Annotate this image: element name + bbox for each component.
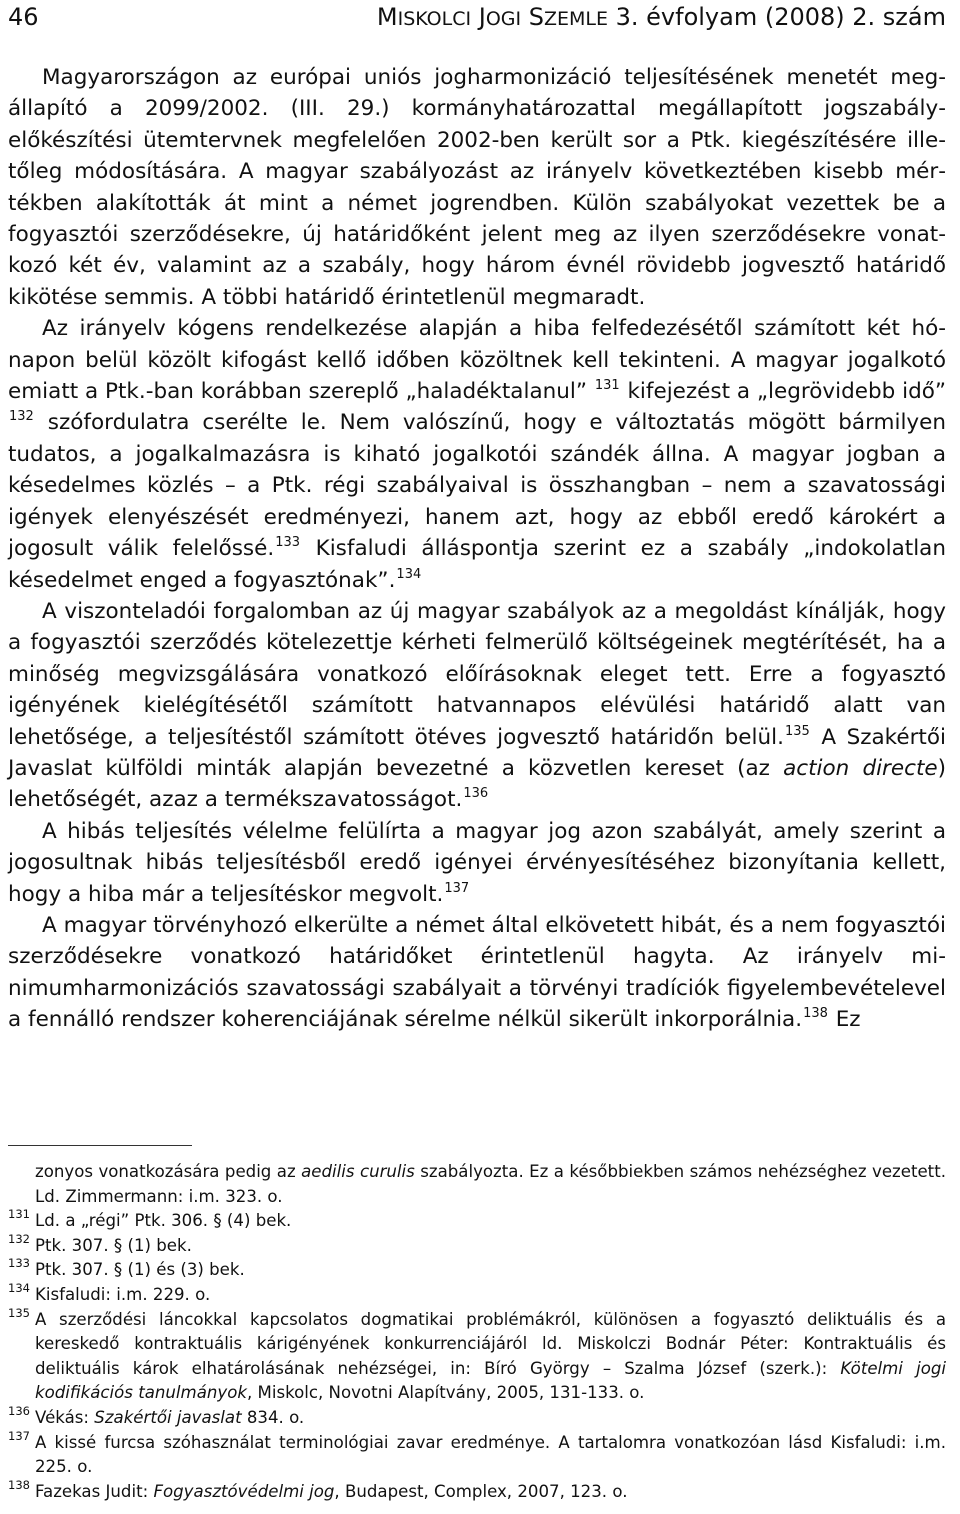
footnote-138: 138 Fazekas Judit: Fogyasztóvédelmi jog, Budapest, Complex, 2007, 123. o. bbox=[8, 1477, 628, 1501]
page-header bbox=[8, 2, 946, 36]
running-title: MISKOLCI JOGI SZEMLE 3. évfolyam (2008) 2. szám bbox=[376, 3, 946, 31]
italic-term: action directe bbox=[783, 755, 938, 781]
paragraph-2: Az irányelv kógens rendelkezése alapján a hiba felfedezésétől számított két hónapon belül közölt kifogást kellő időben közöltnek kell tekinteni. A magyar jogalkotó emiatt a Ptk.-ban korábban szereplő „haladéktalanul” $^{131}$ kifejezést a „legrövidebb idő” $^{132}$ szófordulatra cserélte le. Nem valószínű, hogy e változtatás mögött bármilyen tudatos, a jogalkalmazásra is kiható jogalkotói szándék állna. A magyar jogban a késedelmes közlés – a Ptk. régi szabályaival is összhangban – nem a szavatossági igények elenyészését eredményezi, hanem azt, hogy az ebből eredő károkért a jogosult válik felelőssé.$^{133}$ Kisfaludi álláspontja szerint ez a szabály „indokolatlan késedelmet enged a fogyasztónak”.$^{134}$ bbox=[8, 316, 947, 593]
paragraph-4: A hibás teljesítés vélelme felülírta a magyar jog azon szabályát, amely szerint a jogosultnak hibás teljesítésből eredő igényei érvényesítéséhez bizonyítania kellett, hogy a hiba már a teljesítéskor megvolt.$^{137}$ bbox=[8, 818, 946, 907]
footnote-ref-135[interactable]: 135 bbox=[784, 723, 810, 739]
footnote-text: Ptk. 307. § (1) bek. bbox=[35, 1235, 192, 1255]
footnote-ref-132[interactable]: 132 bbox=[9, 409, 34, 425]
footnote-separator bbox=[8, 1145, 192, 1146]
paragraph-3: A viszonteladói forgalomban az új magyar szabályok az a megoldást kínálják, hogy a fogyasztói szerződés kötelezettje kérheti felmerülő költségeinek megtérítését, ha a minőség megvizsgálására vonatkozó előírásoknak eleget tett. Erre a fogyasztó igényének kielégítésétől számított hatvannapos elévülési határidő alatt van lehetősége, a teljesítéstől számított ötéves jogvesztő határidőn belül.$^{135}$ A Szakértői Javaslat külföldi minták alapján bevezetné a közvetlen kereset (az action directe) lehetőségét, azaz a termékszavatosságot.$^{136}$ bbox=[8, 598, 946, 813]
footnote-number: 133 bbox=[8, 1256, 30, 1271]
paragraph-1: Magyarországon az európai uniós jogharmonizáció teljesítésének menetét megállapító a 2099/2002. (III. 29.) kormányhatározattal megállapított jogszabályelőkészítési ütemtervnek megfelelően 2002-ben került sor a Ptk. kiegészítésére illetőleg módosítására. A magyar szabályozást az irányelv következtében kisebb mértékben alakították át mint a német jogrendben. Külön szabályokat vezettek be a fogyasztói szerződésekre, új határidőként jelent meg az ilyen szerződésekre vonatkozó két év, valamint az a szabály, hogy három évnél rövidebb jogvesztő határidő kikötése semmis. A többi határidő érintetlenül megmaradt. bbox=[8, 65, 946, 310]
footnote-ref-136[interactable]: 136 bbox=[463, 786, 489, 802]
footnote-133 bbox=[8, 1258, 946, 1283]
body-text bbox=[8, 62, 946, 1036]
footnote-ref-131[interactable]: 131 bbox=[594, 378, 620, 394]
footnote-ref-133[interactable]: 133 bbox=[275, 535, 301, 551]
footnote-135: 135 A szerződési láncokkal kapcsolatos dogmatikai problémákról, különösen a fogyasztó deliktuális és a kereskedő kontraktuális kárigényének konkurrenciájáról ld. Miskolczi Bodnár Péter: Kontraktuális és deliktuális károk elhatárolásának nehézségei, in: Bíró György – Szalma József (szerk.): Kötelmi jogi kodifikációs tanulmányok, Miskolc, Novotni Alapítvány, 2005, 131-133. o. bbox=[8, 1305, 946, 1403]
footnote-number: 134 bbox=[8, 1280, 30, 1295]
footnote-132 bbox=[8, 1231, 946, 1259]
footnote-continuation: zonyos vonatkozására pedig az aedilis curulis szabályozta. Ez a későbbiekben számos nehézséghez vezetett. Ld. Zimmermann: i.m. 323. o. bbox=[35, 1162, 946, 1206]
page-number: 46 bbox=[8, 3, 39, 31]
footnote-list bbox=[8, 1209, 946, 1307]
footnote-137: 137 A kissé furcsa szóhasználat terminológiai zavar eredménye. A tartalomra vonatkozóan lásd Kisfaludi: i.m. 225. o. bbox=[8, 1428, 946, 1477]
paragraph-5: A magyar törvényhozó elkerülte a német által elkövetett hibát, és a nem fogyasztói szerződésekre vonatkozó határidőket érintetlenül hagyta. Az irányelv minimumharmonizációs szavatossági szabályait a törvényi tradíciók figyelembevételevel a fennálló rendszer koherenciájának sérelme nélkül sikerült inkorporálnia.$^{138}$ Ez bbox=[8, 912, 946, 1033]
footnote-ref-134[interactable]: 134 bbox=[396, 566, 422, 582]
footnote-131 bbox=[8, 1209, 946, 1234]
footnote-text: Ptk. 307. § (1) és (3) bek. bbox=[35, 1260, 245, 1280]
footnote-ref-137[interactable]: 137 bbox=[444, 880, 470, 896]
footnotes bbox=[8, 1160, 946, 1504]
footnote-134 bbox=[8, 1280, 946, 1308]
footnote-number: 132 bbox=[8, 1231, 30, 1246]
footnote-136: 136 Vékás: Szakértői javaslat 834. o. bbox=[8, 1403, 305, 1427]
footnote-ref-138[interactable]: 138 bbox=[803, 1006, 828, 1022]
footnote-text: Ld. a „régi” Ptk. 306. § (4) bek. bbox=[35, 1211, 292, 1231]
footnote-text: Kisfaludi: i.m. 229. o. bbox=[35, 1284, 211, 1304]
footnote-number: 131 bbox=[8, 1207, 30, 1222]
